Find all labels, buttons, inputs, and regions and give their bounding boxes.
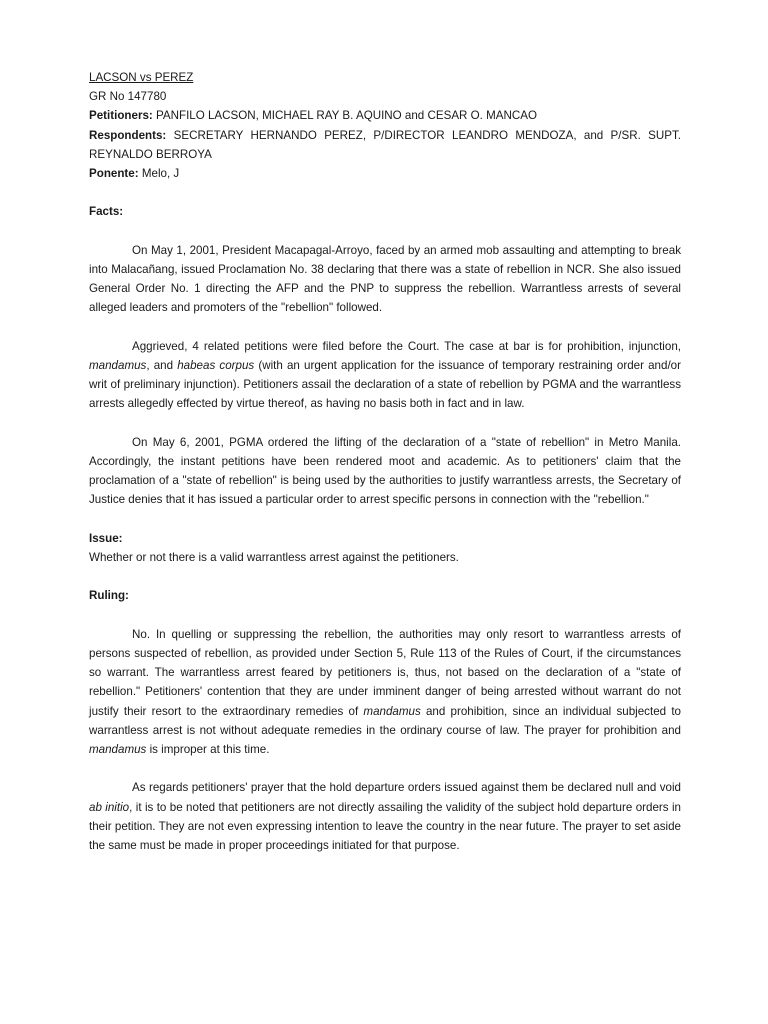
gr-number: GR No 147780	[89, 90, 167, 104]
issue-heading: Issue:	[89, 531, 123, 545]
respondents-line	[89, 126, 681, 164]
ponente-line	[89, 164, 681, 183]
case-title: LACSON vs PEREZ	[89, 71, 194, 84]
ponente-value: Melo, J	[141, 167, 180, 181]
issue-text: Whether or not there is a valid warrantless arrest against the petitioners.	[89, 551, 459, 564]
facts-heading: Facts:	[89, 205, 124, 219]
ruling-paragraph-2: As regards petitioners' prayer that the hold departure orders issued against them be declared null and void ab initio, it is to be noted that petitioners are not directly assailing the validity of the subject hold departure orders in their petition. They are not even expressing intention to leave the country in the near future. The prayer to set aside the same must be made in proper proceedings initiated for that purpose.	[89, 781, 681, 852]
ruling-paragraph-1: No. In quelling or suppressing the rebellion, the authorities may only resort to warrantless arrests of persons suspected of rebellion, as provided under Section 5, Rule 113 of the Rules of Court, if the circumstances so warrant. The warrantless arrest feared by petitioners is, thus, not based on the declaration of a "state of rebellion." Petitioners' contention that they are under imminent danger of being arrested without warrant do not justify their resort to the extraordinary remedies of mandamus and prohibition, since an individual subjected to warrantless arrest is not without adequate remedies in the ordinary course of law. The prayer for prohibition and mandamus is improper at this time.	[89, 627, 681, 756]
ruling-heading: Ruling:	[89, 589, 129, 603]
respondents-value: SECRETARY HERNANDO PEREZ, P/DIRECTOR LEANDRO MENDOZA, and P/SR. SUPT. REYNALDO BERROYA	[89, 128, 681, 161]
respondents-label: Respondents:	[89, 128, 167, 142]
facts-paragraph-2: Aggrieved, 4 related petitions were filed before the Court. The case at bar is for prohibition, injunction, mandamus, and habeas corpus (with an urgent application for the issuance of temporary restraining order and/or writ of preliminary injunction). Petitioners assail the declaration of a state of rebellion by PGMA and the warrantless arrests allegedly effected by virtue thereof, as having no basis both in fact and in law.	[89, 339, 681, 411]
petitioners-value: PANFILO LACSON, MICHAEL RAY B. AQUINO and CESAR O. MANCAO	[156, 109, 537, 123]
petitioners-label: Petitioners:	[89, 109, 153, 123]
facts-paragraph-3: On May 6, 2001, PGMA ordered the lifting of the declaration of a "state of rebellion" in Metro Manila. Accordingly, the instant petitions have been rendered moot and academic. As to petitioners' claim that the proclamation of a "state of rebellion" is being used by the authorities to justify warrantless arrests, the Secretary of Justice denies that it has issued a particular order to arrest specific persons in connection with the "rebellion."	[89, 435, 681, 507]
petitioners-line	[89, 106, 681, 125]
facts-paragraph-1: On May 1, 2001, President Macapagal-Arroyo, faced by an armed mob assaulting and attempting to break into Malacañang, issued Proclamation No. 38 declaring that there was a state of rebellion in NCR. She also issued General Order No. 1 directing the AFP and the PNP to suppress the rebellion. Warrantless arrests of several alleged leaders and promoters of the "rebellion" followed.	[89, 243, 681, 315]
document-body	[89, 68, 681, 855]
ponente-label: Ponente:	[89, 167, 139, 181]
